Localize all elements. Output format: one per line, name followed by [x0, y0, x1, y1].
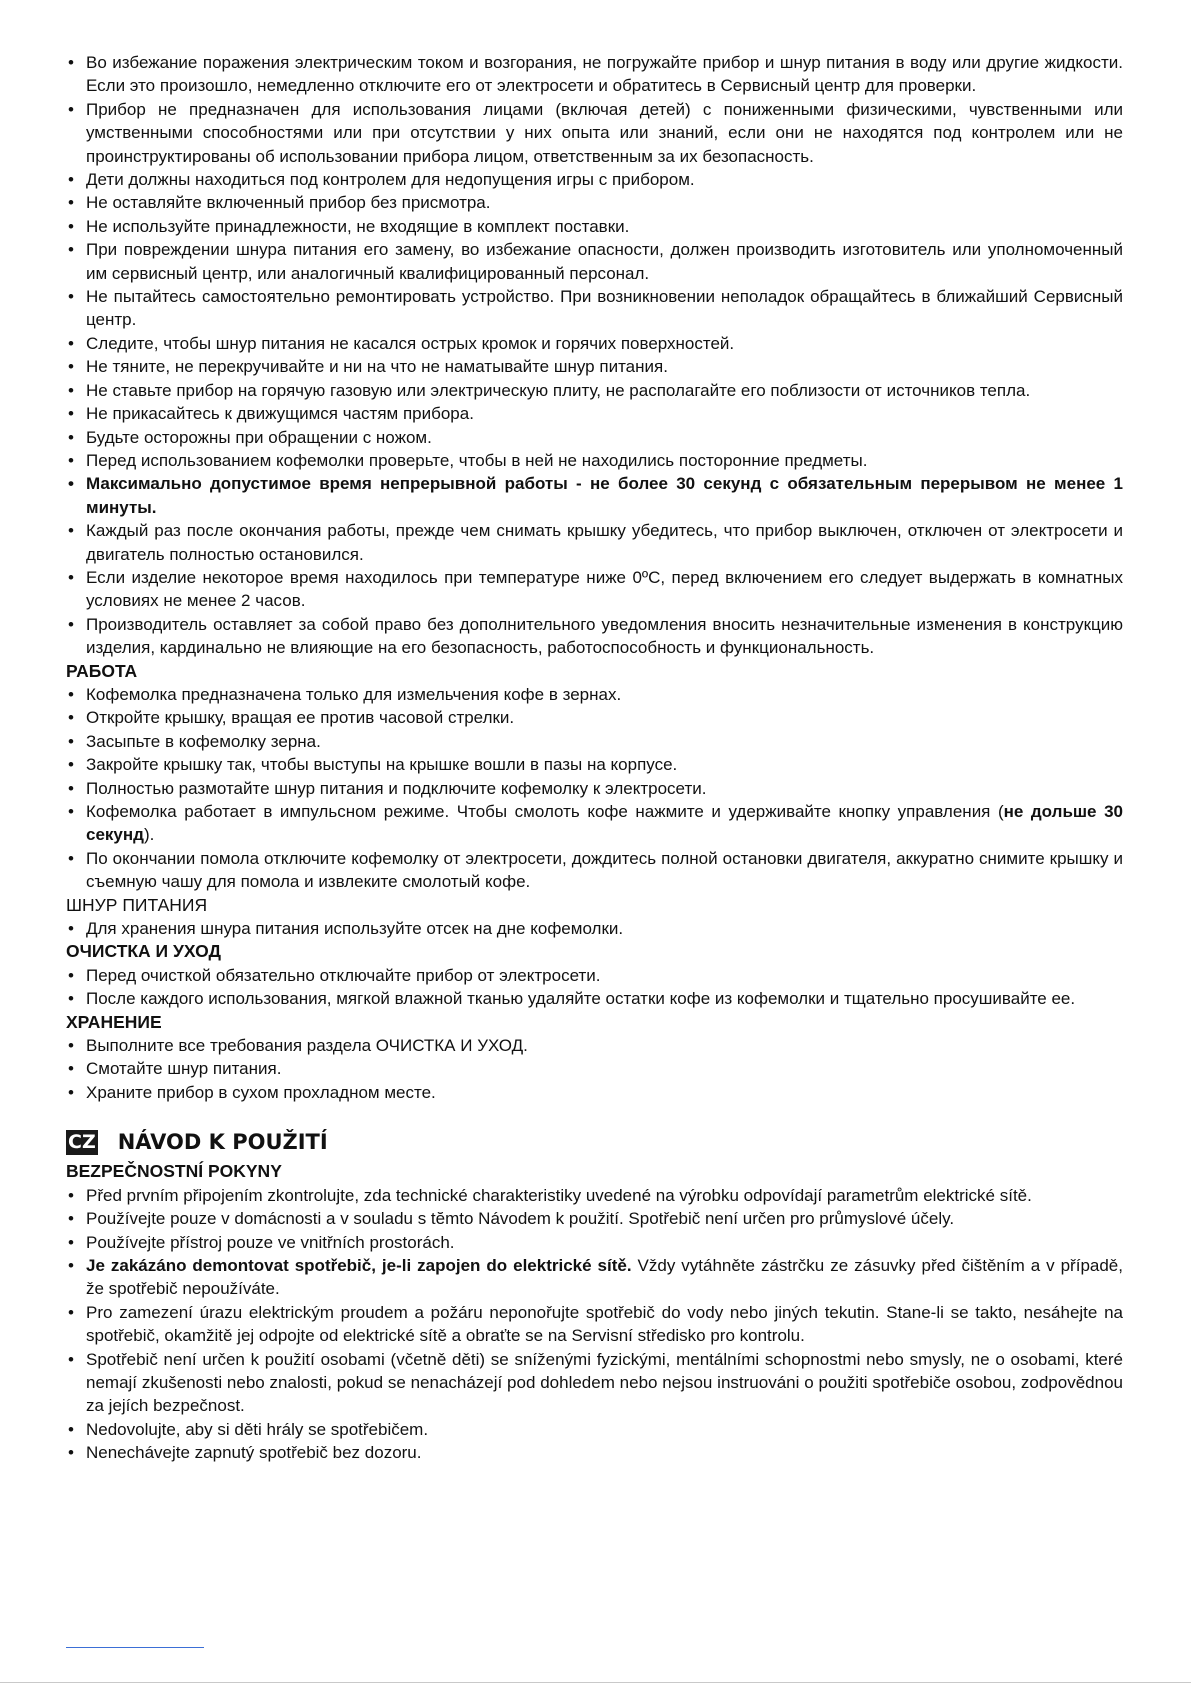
list-item: • Не прикасайтесь к движущимся частям прибора.: [66, 402, 1123, 425]
list-item: • Кофемолка предназначена только для измельчения кофе в зернах.: [66, 683, 1123, 706]
ru-operation-list: [66, 683, 1123, 894]
list-item: [66, 1254, 1123, 1301]
list-item: • При повреждении шнура питания его замену, во избежание опасности, должен производить изготовитель или уполномоченный им сервисный центр, или аналогичный квалифицированный персонал.: [66, 238, 1123, 285]
list-item: • Pro zamezení úrazu elektrickým proudem a požáru neponořujte spotřebič do vody nebo jiných tekutin. Stane-li se takto, nesáhejte na spotřebič, okamžitě jej odpojte od elektrické sítě a obraťte se na Servisní středisko pro kontrolu.: [66, 1301, 1123, 1348]
list-item: • Каждый раз после окончания работы, прежде чем снимать крышку убедитесь, что прибор выключен, отключен от электросети и двигатель полностью остановился.: [66, 519, 1123, 566]
list-item: • Používejte přístroj pouze ve vnitřních prostorách.: [66, 1231, 1123, 1254]
section-heading-operation: РАБОТА: [66, 660, 138, 681]
text-segment: Кофемолка работает в импульсном режиме. Чтобы смолоть кофе нажмите и удерживайте кнопку управления (: [86, 802, 1004, 821]
list-item: [66, 800, 1123, 847]
list-item: • Откройте крышку, вращая ее против часовой стрелки.: [66, 706, 1123, 729]
list-item: • Для хранения шнура питания используйте отсек на дне кофемолки.: [66, 917, 1123, 940]
text-segment-bold: Je zakázáno demontovat spotřebič, je-li zapojen do elektrické sítě.: [86, 1255, 632, 1275]
ru-cord-list: [66, 917, 1123, 940]
list-item: • Во избежание поражения электрическим током и возгорания, не погружайте прибор и шнур питания в воду или другие жидкости. Если это произошло, немедленно отключите его от электросети и обратитесь в Сервисный центр для проверки.: [66, 51, 1123, 98]
list-item: • Nedovolujte, aby si děti hrály se spotřebičem.: [66, 1418, 1123, 1441]
ru-cleaning-list: [66, 964, 1123, 1011]
section-heading-storage: ХРАНЕНИЕ: [66, 1011, 162, 1032]
list-item: • Používejte pouze v domácnosti a v souladu s tĕmto Návodem k použití. Spotřebič není určen pro průmyslové účely.: [66, 1207, 1123, 1230]
list-item: • Не используйте принадлежности, не входящие в комплект поставки.: [66, 215, 1123, 238]
section-heading-cord: ШНУР ПИТАНИЯ: [66, 894, 208, 915]
list-item: • Полностью размотайте шнур питания и подключите кофемолку к электросети.: [66, 777, 1123, 800]
footer-rule: [66, 1647, 204, 1648]
list-item: • Если изделие некоторое время находилось при температуре ниже 0ºС, перед включением его следует выдержать в комнатных условиях не менее 2 часов.: [66, 566, 1123, 613]
list-item: • Смотайте шнур питания.: [66, 1057, 1123, 1080]
list-item-warning: • Максимально допустимое время непрерывной работы - не более 30 секунд с обязательным перерывом не менее 1 минуты.: [66, 472, 1123, 519]
text-segment-bold: не дольше 30 секунд: [86, 802, 1123, 845]
list-item: • Следите, чтобы шнур питания не касался острых кромок и горячих поверхностей.: [66, 332, 1123, 355]
list-item: • Не ставьте прибор на горячую газовую или электрическую плиту, не располагайте его поблизости от источников тепла.: [66, 379, 1123, 402]
page-bottom-edge: [0, 1682, 1191, 1683]
list-item: • Перед использованием кофемолки проверьте, чтобы в ней не находились посторонние предметы.: [66, 449, 1123, 472]
list-item: • Храните прибор в сухом прохладном месте.: [66, 1081, 1123, 1104]
manual-page: [66, 51, 1123, 1465]
list-item: • Дети должны находиться под контролем для недопущения игры с прибором.: [66, 168, 1123, 191]
ru-storage-list: [66, 1034, 1123, 1104]
language-badge: CZ: [68, 1130, 96, 1153]
section-heading-cleaning: ОЧИСТКА И УХОД: [66, 941, 221, 962]
list-item: • Будьте осторожны при обращении с ножом.: [66, 426, 1123, 449]
list-item: • Закройте крышку так, чтобы выступы на крышке вошли в пазы на корпусе.: [66, 753, 1123, 776]
list-item: • Не пытайтесь самостоятельно ремонтировать устройство. При возникновении неполадок обращайтесь в ближайший Сервисный центр.: [66, 285, 1123, 332]
list-item: • Перед очисткой обязательно отключайте прибор от электросети.: [66, 964, 1123, 987]
list-item: • Před prvním připojením zkontrolujte, zda technické charakteristiky uvedené na výrobku odpovídají parametrům elektrické sítě.: [66, 1184, 1123, 1207]
ru-safety-list: [66, 51, 1123, 660]
cz-title-text: NÁVOD K POUŽITÍ: [117, 1130, 328, 1155]
list-item: • Spotřebič není určen k použití osobami (včetně děti) se sníženými fyzickými, mentálními schopnostmi nebo smysly, ne o osobami, které nemají zkušenosti nebo znalosti, pokud se nenacházejí pod dohledem nebo nejsou instruováni o použiti spotřebiče osobou, zodpovědnou za jejích bezpečnost.: [66, 1348, 1123, 1418]
text-segment: Vždy vytáhněte zástrčku ze zásuvky před čištěním a v případě, že spotřebič nepoužíváte.: [86, 1255, 1123, 1299]
text-segment: ).: [143, 825, 155, 845]
cz-safety-list: [66, 1184, 1123, 1465]
cz-section-title: [66, 1124, 1123, 1160]
list-item: • После каждого использования, мягкой влажной тканью удаляйте остатки кофе из кофемолки и тщательно просушивайте ее.: [66, 987, 1123, 1010]
list-item: • Выполните все требования раздела ОЧИСТКА И УХОД.: [66, 1034, 1123, 1057]
section-spacer: [66, 1104, 1123, 1122]
list-item: • Производитель оставляет за собой право без дополнительного уведомления вносить незначительные изменения в конструкцию изделия, кардинально не влияющие на его безопасность, работоспособность и функциональность.: [66, 613, 1123, 660]
list-item: • Прибор не предназначен для использования лицами (включая детей) с пониженными физическими, чувственными или умственными способностями или при отсутствии у них опыта или знаний, если они не находятся под контролем или не проинструктированы об использовании прибора лицом, ответственным за их безопасность.: [66, 98, 1123, 168]
section-heading-cz-safety: BEZPEČNOSTNÍ POKYNY: [66, 1161, 282, 1182]
list-item: • Nenechávejte zapnutý spotřebič bez dozoru.: [66, 1441, 1123, 1464]
list-item: • Засыпьте в кофемолку зерна.: [66, 730, 1123, 753]
list-item: • По окончании помола отключите кофемолку от электросети, дождитесь полной остановки двигателя, аккуратно снимите крышку и съемную чашу для помола и извлеките смолотый кофе.: [66, 847, 1123, 894]
list-item: • Не тяните, не перекручивайте и ни на что не наматывайте шнур питания.: [66, 355, 1123, 378]
list-item: • Не оставляйте включенный прибор без присмотра.: [66, 191, 1123, 214]
